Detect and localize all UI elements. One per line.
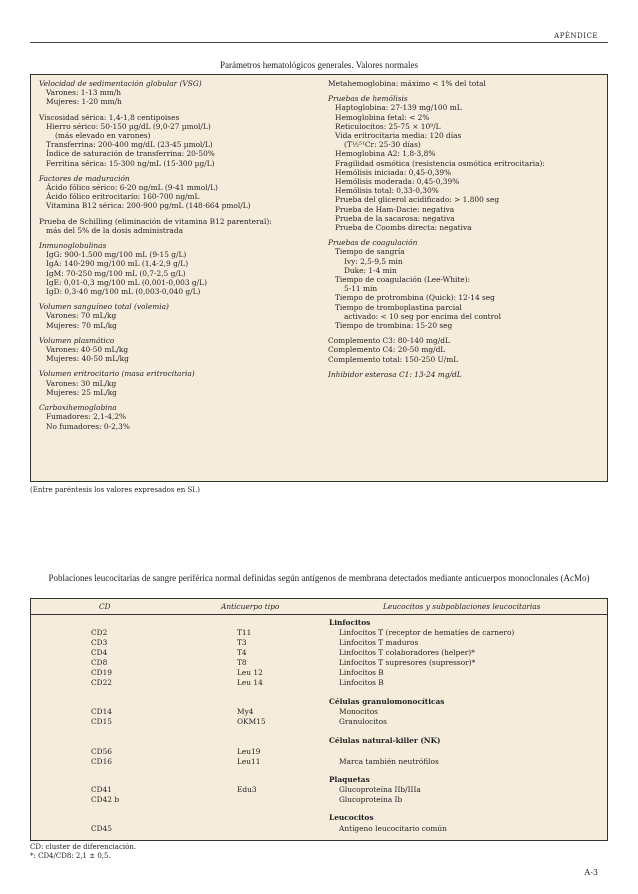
- population-cell: Linfocitos T maduros: [339, 638, 419, 647]
- value-line: Tiempo de trombina: 15-20 seg: [335, 321, 453, 331]
- group-name: Leucocitos: [329, 813, 374, 822]
- value-line: Fumadores: 2,1-4,2%: [46, 412, 127, 422]
- value-line: Varones: 30 mL/kg: [46, 378, 117, 388]
- section-heading: Inhibidor esterasa C1: 13-24 mg/dL: [328, 369, 462, 379]
- col-header-antibody: Anticuerpo tipo: [221, 602, 280, 611]
- value-line: Metahemoglobina: máximo < 1% del total: [328, 79, 486, 88]
- section-heading: Volumen plasmático: [39, 335, 115, 345]
- group-name: Plaquetas: [329, 775, 370, 784]
- value-line: Haptoglobina: 27-139 mg/100 mL: [335, 103, 462, 113]
- antibody-cell: Leu11: [237, 757, 261, 766]
- cd-cell: CD4: [91, 648, 108, 657]
- population-cell: Monocitos: [339, 707, 378, 716]
- section-heading: Velocidad de sedimentación globular (VSG): [39, 79, 202, 88]
- leukocyte-populations-table: [30, 598, 608, 841]
- value-line: Hemoglobina fetal: < 2%: [335, 112, 430, 122]
- population-cell: Linfocitos T (receptor de hematíes de carnero): [339, 628, 515, 637]
- antibody-cell: OKM15: [237, 717, 266, 726]
- value-line: (T½⁵¹Cr: 25-30 días): [344, 140, 421, 150]
- table-row: [31, 757, 607, 766]
- value-line: Tiempo de tromboplastina parcial: [335, 302, 462, 312]
- value-line: Viscosidad sérica: 1,4-1,8 centipoises: [39, 112, 180, 122]
- table-row: [31, 668, 607, 677]
- table2-footnotes: [30, 843, 136, 860]
- value-line: Tiempo de protrombina (Quick): 12-14 seg: [335, 293, 495, 303]
- value-line: Índice de saturación de transferrina: 20-50%: [46, 149, 215, 159]
- section-heading: Carboxihemoglobina: [39, 403, 117, 413]
- table-row: [31, 648, 607, 657]
- header-rule: [30, 42, 608, 43]
- right-column: [328, 79, 603, 379]
- value-line: Mujeres: 40-50 mL/kg: [46, 354, 129, 364]
- cd-cell: CD42 b: [91, 795, 120, 804]
- table2-title: Poblaciones leucocitarias de sangre periférica normal definidas según antígenos de membrana detectados mediante anticuerpos monoclonales (AcMo): [48, 573, 590, 583]
- antibody-cell: Leu 12: [237, 668, 263, 677]
- table-row: [31, 658, 607, 667]
- footnote-cd: CD: cluster de diferenciación.: [30, 843, 137, 851]
- table-row: [31, 707, 607, 716]
- value-line: Varones: 1-13 mm/h: [46, 88, 122, 98]
- value-line: Hemólisis iniciada: 0,45-0,39%: [335, 167, 452, 177]
- antibody-cell: My4: [237, 707, 254, 716]
- table-row: [31, 795, 607, 804]
- section-heading: Volumen sanguíneo total (volemia): [39, 302, 169, 312]
- population-cell: Glucoproteína Ib: [339, 795, 403, 804]
- section-header: APÉNDICE: [554, 32, 598, 40]
- value-line: Complemento C3: 80-140 mg/dL: [328, 336, 450, 346]
- table-row: [31, 785, 607, 794]
- section-heading: Factores de maduración: [39, 173, 130, 183]
- antibody-cell: Leu19: [237, 747, 261, 756]
- value-line: activado: < 10 seg por encima del control: [344, 311, 501, 321]
- antibody-cell: Leu 14: [237, 678, 263, 687]
- value-line: IgA: 140-290 mg/100 mL (1,4-2,9 g/L): [46, 259, 189, 269]
- cd-cell: CD19: [91, 668, 112, 677]
- cd-cell: CD41: [91, 785, 112, 794]
- cd-cell: CD56: [91, 747, 112, 756]
- cd-cell: CD15: [91, 717, 112, 726]
- value-line: Prueba de la sacarosa: negativa: [335, 213, 455, 223]
- value-line: Prueba de Coombs directa: negativa: [335, 223, 472, 233]
- value-line: Prueba del glicerol acidificado: > 1.800 seg: [335, 195, 500, 205]
- value-line: Mujeres: 70 mL/kg: [46, 320, 117, 330]
- section-heading: Volumen eritrocitario (masa eritrocitaria): [39, 369, 195, 379]
- group-heading-row: [31, 697, 607, 706]
- value-line: Tiempo de coagulación (Lee-White):: [335, 275, 471, 285]
- value-line: Mujeres: 25 mL/kg: [46, 387, 117, 397]
- population-cell: Granulocitos: [339, 717, 387, 726]
- antibody-cell: T3: [237, 638, 247, 647]
- value-line: Tiempo de sangría: [335, 247, 405, 257]
- group-name: Células granulomonocíticas: [329, 697, 445, 706]
- table-row: [31, 747, 607, 756]
- table-header: [31, 599, 607, 615]
- page-number: A-3: [584, 868, 598, 877]
- value-line: Varones: 40-50 mL/kg: [46, 345, 129, 355]
- value-line: (más elevado en varones): [55, 131, 151, 141]
- value-line: Transferrina: 200-400 mg/dL (23-45 µmol/L): [46, 140, 213, 150]
- value-line: No fumadores: 0-2,3%: [46, 421, 130, 431]
- value-line: Prueba de Schilling (eliminación de vitamina B12 parenteral):: [39, 216, 272, 226]
- hematology-values-box: [30, 74, 608, 482]
- value-line: Reticulocitos: 25-75 × 10⁹/L: [335, 121, 441, 131]
- table-row: [31, 638, 607, 647]
- population-cell: Linfocitos T supresores (supressor)*: [339, 658, 476, 667]
- population-cell: Antígeno leucocitario común: [339, 824, 447, 833]
- antibody-cell: T4: [237, 648, 247, 657]
- left-column: [39, 79, 319, 431]
- value-line: Hemólisis total: 0,33-0,30%: [335, 186, 439, 196]
- cd-cell: CD14: [91, 707, 112, 716]
- cd-cell: CD2: [91, 628, 108, 637]
- table-row: [31, 824, 607, 833]
- value-line: Ácido fólico sérico: 6-20 ng/mL (9-41 mmol/L): [46, 183, 218, 193]
- value-line: Fragilidad osmótica (resistencia osmótica eritrocitaria):: [335, 158, 545, 168]
- antibody-cell: T11: [237, 628, 252, 637]
- group-heading-row: [31, 618, 607, 627]
- group-name: Células natural-killer (NK): [329, 736, 441, 745]
- value-line: Vida eritrocitaria media: 120 días: [335, 131, 462, 141]
- section-heading: Inmunoglobulinas: [39, 241, 107, 251]
- population-cell: Marca también neutrófilos: [339, 757, 439, 766]
- group-name: Linfocitos: [329, 618, 371, 627]
- col-header-cd: CD: [99, 602, 111, 611]
- population-cell: Linfocitos B: [339, 668, 384, 677]
- table-row: [31, 628, 607, 637]
- group-heading-row: [31, 775, 607, 784]
- si-units-note: (Entre paréntesis los valores expresados en SI.): [30, 486, 201, 494]
- cd-cell: CD22: [91, 678, 112, 687]
- value-line: IgD: 0,3-40 mg/100 mL (0,003-0,040 g/L): [46, 287, 201, 297]
- section-heading: Pruebas de hemólisis: [328, 94, 408, 104]
- value-line: Hemoglobina A2: 1,8-3,8%: [335, 149, 436, 159]
- group-heading-row: [31, 736, 607, 745]
- value-line: Vitamina B12 sérica: 200-900 pg/mL (148-664 pmol/L): [46, 201, 251, 211]
- value-line: Hemólisis moderada: 0,45-0,39%: [335, 177, 460, 187]
- antibody-cell: T8: [237, 658, 247, 667]
- value-line: IgG: 900-1.500 mg/100 mL (9-15 g/L): [46, 250, 187, 260]
- population-cell: Linfocitos B: [339, 678, 384, 687]
- population-cell: Glucoproteína IIb/IIIa: [339, 785, 421, 794]
- table-row: [31, 678, 607, 687]
- value-line: Mujeres: 1-20 mm/h: [46, 97, 122, 107]
- value-line: Complemento total: 150-250 U/mL: [328, 354, 459, 364]
- value-line: Duke: 1-4 min: [344, 265, 397, 275]
- value-line: IgE: 0,01-0,3 mg/100 mL (0,001-0,003 g/L): [46, 277, 207, 287]
- value-line: Prueba de Ham-Dacie: negativa: [335, 204, 455, 214]
- value-line: más del 5% de la dosis administrada: [46, 225, 183, 235]
- cd-cell: CD8: [91, 658, 108, 667]
- value-line: Ferritina sérica: 15-300 ng/mL (15-300 µg/L): [46, 158, 215, 168]
- footnote-ratio: *: CD4/CD8: 2,1 ± 0,5.: [30, 851, 111, 860]
- value-line: Ivy: 2,5-9,5 min: [344, 256, 403, 266]
- table-row: [31, 717, 607, 726]
- cd-cell: CD16: [91, 757, 112, 766]
- value-line: Complemento C4: 20-50 mg/dL: [328, 345, 446, 355]
- cd-cell: CD45: [91, 824, 112, 833]
- value-line: Varones: 70 mL/kg: [46, 311, 117, 321]
- group-heading-row: [31, 813, 607, 822]
- value-line: 5-11 min: [344, 284, 378, 294]
- cd-cell: CD3: [91, 638, 108, 647]
- antibody-cell: Edu3: [237, 785, 257, 794]
- col-header-populations: Leucocitos y subpoblaciones leucocitarias: [383, 602, 541, 611]
- section-heading: Pruebas de coagulación: [328, 238, 418, 248]
- value-line: Hierro sérico: 50-150 µg/dL (9,0-27 µmol/L): [46, 121, 211, 131]
- value-line: IgM: 70-250 mg/100 mL (0,7-2,5 g/L): [46, 268, 186, 278]
- population-cell: Linfocitos T colaboradores (helper)*: [339, 648, 475, 657]
- value-line: Ácido fólico eritrocitario: 160-700 ng/mL: [46, 192, 200, 202]
- table1-title: Parámetros hematológicos generales. Valores normales: [219, 60, 419, 70]
